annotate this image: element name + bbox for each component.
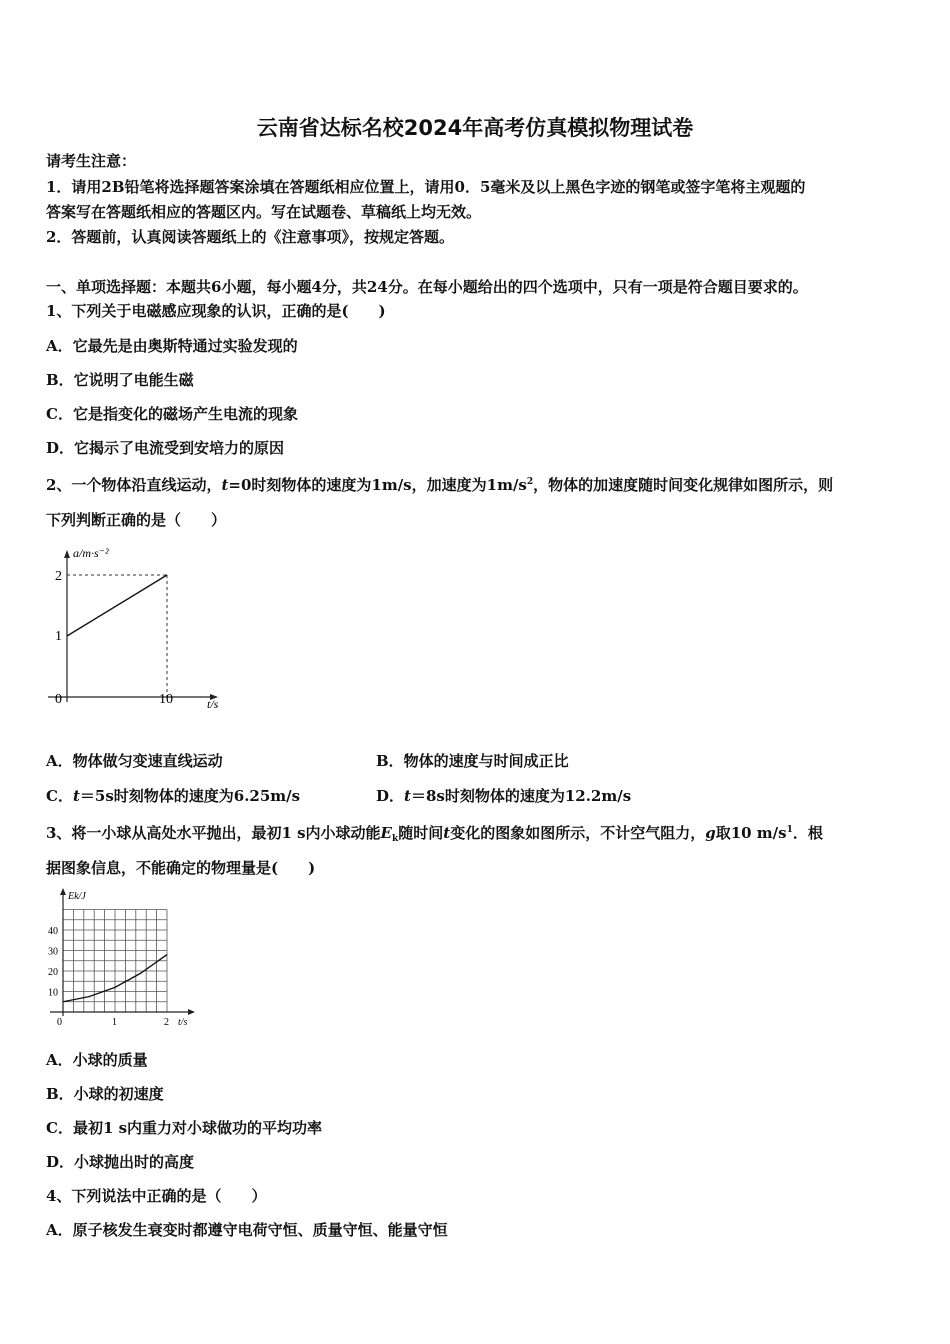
x-axis-arrow (188, 1009, 195, 1015)
q3-option-d: D．小球抛出时的高度 (46, 1153, 195, 1171)
q4-stem: 4、下列说法中正确的是（ ） (46, 1187, 267, 1205)
q3-option-a: A．小球的质量 (46, 1051, 148, 1069)
q2-option-c: C．t＝5s时刻物体的速度为6.25m/s (46, 787, 301, 805)
q3-stem-cont: 据图象信息，不能确定的物理量是( ) (46, 859, 316, 877)
q3-option-c: C．最初1 s内重力对小球做功的平均功率 (46, 1119, 323, 1137)
y-tick-label: 10 (48, 987, 58, 999)
x-tick-label: 10 (159, 692, 173, 707)
y-axis-arrow (64, 550, 70, 558)
y-axis-label: a/m·s⁻² (73, 546, 109, 560)
y-tick-label: 40 (48, 926, 58, 937)
y-tick-label: 30 (48, 946, 58, 958)
page-title: 云南省达标名校2024年高考仿真模拟物理试卷 (256, 116, 694, 140)
q3-kinetic-energy-chart (40, 885, 210, 1035)
q1-option-d: D．它揭示了电流受到安培力的原因 (46, 439, 285, 457)
q3-stem: 3、将一小球从高处水平抛出，最初1 s内小球动能$E_k$随时间t变化的图象如图所示，不计空气阻力，g取10 $m/s^1$．根 (46, 824, 823, 844)
x-axis-label: t/s (178, 1017, 188, 1028)
q1-stem: 1、下列关于电磁感应现象的认识，正确的是( ) (46, 302, 386, 320)
notice-heading: 请考生注意： (46, 152, 137, 170)
x-tick-label: 0 (55, 692, 62, 707)
y-axis-label: Ek/J (68, 891, 86, 902)
section-heading: 一、单项选择题：本题共6小题，每小题4分，共24分。在每小题给出的四个选项中，只有一项是符合题目要求的。 (46, 278, 808, 296)
q2-option-b: B．物体的速度与时间成正比 (376, 752, 569, 770)
q2-stem-cont: 下列判断正确的是（ ） (46, 511, 227, 529)
q2-option-a: A．物体做匀变速直线运动 (46, 752, 223, 770)
y-tick-label: 20 (48, 967, 58, 978)
notice-item-1: 1．请用2B铅笔将选择题答案涂填在答题纸相应位置上，请用0．5毫米及以上黑色字迹的钢笔或签字笔将主观题的 (46, 178, 806, 196)
x-tick-label: 2 (164, 1017, 169, 1028)
y-axis-arrow (60, 888, 66, 895)
notice-item-1-cont: 答案写在答题纸相应的答题区内。写在试题卷、草稿纸上均无效。 (46, 203, 482, 221)
q2-acceleration-chart (40, 540, 240, 715)
q1-option-b: B．它说明了电能生磁 (46, 371, 194, 389)
series-line (67, 575, 167, 636)
q1-option-c: C．它是指变化的磁场产生电流的现象 (46, 405, 298, 423)
x-tick-label: 0 (57, 1017, 62, 1028)
x-axis-label: t/s (207, 697, 219, 711)
q2-stem: 2、一个物体沿直线运动，t=0时刻物体的速度为1m/s，加速度为$1m/s^2$，物体的加速度随时间变化规律如图所示，则 (46, 476, 834, 494)
y-tick-label: 2 (55, 569, 62, 584)
q3-option-b: B．小球的初速度 (46, 1085, 164, 1103)
q4-option-a: A．原子核发生衰变时都遵守电荷守恒、质量守恒、能量守恒 (46, 1221, 448, 1239)
x-tick-label: 1 (112, 1017, 117, 1028)
q1-option-a: A．它最先是由奥斯特通过实验发现的 (46, 337, 298, 355)
q2-option-d: D．t＝8s时刻物体的速度为12.2m/s (376, 787, 632, 805)
notice-item-2: 2．答题前，认真阅读答题纸上的《注意事项》，按规定答题。 (46, 228, 454, 246)
y-tick-label: 1 (55, 629, 62, 644)
